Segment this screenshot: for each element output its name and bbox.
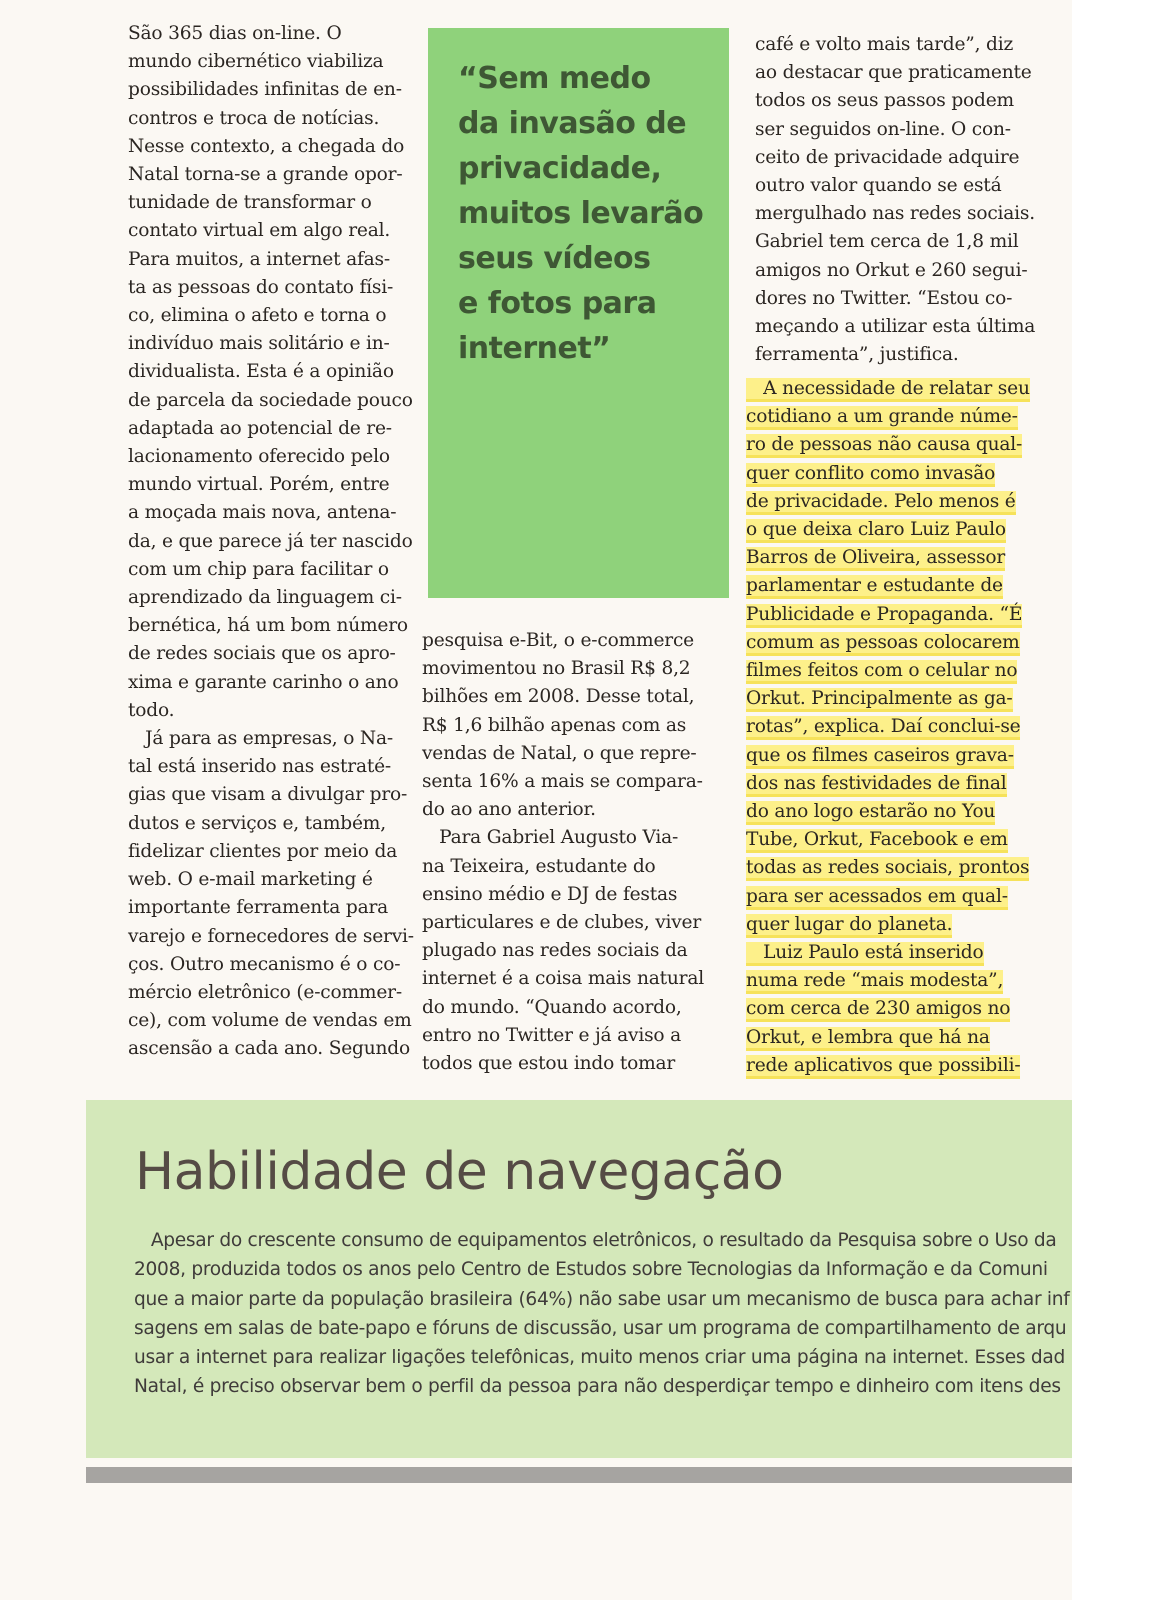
highlighted-text: Tube, Orkut, Facebook e em <box>746 829 1008 851</box>
text-line: ao destacar que praticamente <box>755 62 1032 84</box>
text-line: R$ 1,6 bilhão apenas com as <box>422 714 687 736</box>
text-line: movimentou no Brasil R$ 8,2 <box>422 658 691 680</box>
text-line: tunidade de transformar o <box>128 192 372 214</box>
sidebar-body <box>86 1226 1072 1436</box>
highlighted-text: rede aplicativos que possibili- <box>746 1054 1021 1076</box>
text-line: Natal torna-se a grande opor- <box>128 164 403 186</box>
text-line <box>746 798 1030 826</box>
text-line: Apesar do crescente consumo de equipamentos eletrônicos, o resultado da Pesquisa sobre o Uso da <box>134 1230 1057 1251</box>
text-line: dividualista. Esta é a opinião <box>128 361 394 383</box>
text-line: São 365 dias on-line. O <box>128 23 342 44</box>
text-line: adaptada ao potencial de re- <box>128 417 392 439</box>
text-line: aprendizado da linguagem ci- <box>128 587 402 609</box>
text-line: bilhões em 2008. Desse total, <box>422 686 695 708</box>
text-line: Nesse contexto, a chegada do <box>128 135 405 157</box>
highlighted-text: Orkut. Principalmente as ga- <box>746 688 1013 710</box>
text-line: dutos e serviços e, também, <box>128 812 386 834</box>
text-line: tal está inserido nas estraté- <box>128 756 392 778</box>
text-line: de redes sociais que os apro- <box>128 643 396 665</box>
text-line: “Sem medo <box>458 61 651 96</box>
text-line: privacidade, <box>458 151 662 186</box>
text-line <box>746 770 1030 798</box>
text-line <box>746 1024 1030 1052</box>
article-middle-column <box>422 627 704 1078</box>
text-line: lacionamento oferecido pelo <box>128 446 390 468</box>
text-line: mergulhado nas redes sociais. <box>755 203 1035 225</box>
text-line <box>746 939 1030 967</box>
highlighted-text: numa rede “mais modesta”, <box>746 970 1004 992</box>
highlighted-text: Orkut, e lembra que há na <box>746 1026 990 1048</box>
text-line: ta as pessoas do contato físi- <box>128 276 394 298</box>
text-line: xima e garante carinho o ano <box>128 671 399 693</box>
highlighted-text: rotas”, explica. Daí conclui-se <box>746 716 1021 738</box>
page-edge <box>1072 0 1159 1600</box>
text-line: ascensão a cada ano. Segundo <box>128 1038 410 1060</box>
text-line: seus vídeos <box>458 241 651 276</box>
text-line <box>746 629 1030 657</box>
text-line: importante ferramenta para <box>128 897 389 919</box>
highlighted-text: o que deixa claro Luiz Paulo <box>746 519 1006 541</box>
text-line <box>746 854 1030 882</box>
text-line: ce), com volume de vendas em <box>128 1010 412 1032</box>
highlighted-text: do ano logo estarão no You <box>746 801 996 823</box>
text-line: internet” <box>458 331 611 366</box>
text-line: todos que estou indo tomar <box>422 1053 676 1075</box>
text-line: pesquisa e-Bit, o e-commerce <box>422 630 694 651</box>
article-right-column-highlighted <box>746 375 1030 1080</box>
text-line: usar a internet para realizar ligações telefônicas, muito menos criar uma página na internet. Esses dad <box>134 1347 1065 1369</box>
highlighted-text: comum as pessoas colocarem <box>746 631 1020 653</box>
text-line: do mundo. “Quando acordo, <box>422 996 682 1018</box>
text-line <box>746 572 1030 600</box>
text-line: do ao ano anterior. <box>422 799 596 821</box>
text-line <box>746 742 1030 770</box>
text-line: Para Gabriel Augusto Via- <box>422 827 679 849</box>
text-line <box>746 911 1030 939</box>
text-line: mundo cibernético viabiliza <box>128 51 384 73</box>
text-line <box>746 516 1030 544</box>
text-line: particulares e de clubes, viver <box>422 912 702 934</box>
text-line: indivíduo mais solitário e in- <box>128 333 390 355</box>
text-line: internet é a coisa mais natural <box>422 968 704 990</box>
text-line: outro valor quando se está <box>755 175 1002 197</box>
text-line: Já para as empresas, o Na- <box>128 728 393 750</box>
text-line: da, e que parece já ter nascido <box>128 530 413 552</box>
text-line: dores no Twitter. “Estou co- <box>755 287 1013 309</box>
text-line: possibilidades infinitas de en- <box>128 79 402 101</box>
text-line: co, elimina o afeto e torna o <box>128 305 387 327</box>
bottom-rule <box>86 1467 1072 1483</box>
text-line: senta 16% a mais se compara- <box>422 771 703 793</box>
highlighted-text: filmes feitos com o celular no <box>746 660 1018 682</box>
highlighted-text: com cerca de 230 amigos no <box>746 998 1011 1020</box>
text-line: entro no Twitter e já aviso a <box>422 1024 682 1046</box>
text-line: Para muitos, a internet afas- <box>128 248 390 270</box>
text-line: da invasão de <box>458 106 687 141</box>
text-line: bernética, há um bom número <box>128 615 408 637</box>
text-line: todo. <box>128 699 175 721</box>
text-line <box>746 460 1030 488</box>
text-line: sagens em salas de bate-papo e fóruns de discussão, usar um programa de compartilhamento de arqu <box>134 1317 1067 1339</box>
text-line: na Teixeira, estudante do <box>422 855 656 877</box>
text-line: e fotos para <box>458 286 657 321</box>
highlighted-text: Luiz Paulo está inserido <box>746 942 984 964</box>
text-line: vendas de Natal, o que repre- <box>422 742 697 764</box>
text-line: varejo e fornecedores de servi- <box>128 925 414 947</box>
text-line <box>746 883 1030 911</box>
article-right-column-top <box>755 31 1035 369</box>
text-line <box>746 375 1030 403</box>
text-line <box>746 403 1030 431</box>
highlighted-text: ro de pessoas não causa qual- <box>746 434 1023 456</box>
highlighted-text: que os filmes caseiros grava- <box>746 744 1014 766</box>
text-line <box>746 685 1030 713</box>
text-line <box>746 1052 1030 1080</box>
text-line <box>746 995 1030 1023</box>
text-line: que a maior parte da população brasileira (64%) não sabe usar um mecanismo de busca para achar inf <box>134 1288 1070 1310</box>
text-line: Gabriel tem cerca de 1,8 mil <box>755 231 1019 253</box>
text-line: ceito de privacidade adquire <box>755 146 1020 168</box>
text-line: mércio eletrônico (e-commer- <box>128 981 402 1003</box>
text-line: mundo virtual. Porém, entre <box>128 474 390 496</box>
highlighted-text: quer lugar do planeta. <box>746 913 953 935</box>
highlighted-text: A necessidade de relatar seu <box>746 378 1030 399</box>
highlighted-text: todas as redes sociais, prontos <box>746 857 1030 879</box>
text-line: ços. Outro mecanismo é o co- <box>128 953 401 975</box>
text-line: Natal, é preciso observar bem o perfil da pessoa para não desperdiçar tempo e dinheiro com itens des <box>134 1376 1061 1398</box>
highlighted-text: de privacidade. Pelo menos é <box>746 490 1016 512</box>
text-line: a moçada mais nova, antena- <box>128 502 397 524</box>
text-line <box>746 488 1030 516</box>
text-line: contros e troca de notícias. <box>128 107 380 129</box>
pull-quote <box>458 56 703 371</box>
text-line: com um chip para facilitar o <box>128 558 389 580</box>
highlighted-text: dos nas festividades de final <box>746 772 1007 794</box>
sidebar-title: Habilidade de navegação <box>135 1142 784 1202</box>
text-line <box>746 826 1030 854</box>
text-line: ensino médio e DJ de festas <box>422 883 678 905</box>
highlighted-text: quer conflito como invasão <box>746 462 996 484</box>
text-line: ferramenta”, justifica. <box>755 344 959 366</box>
text-line: gias que visam a divulgar pro- <box>128 784 408 806</box>
text-line: fidelizar clientes por meio da <box>128 840 398 862</box>
text-line: todos os seus passos podem <box>755 90 1014 112</box>
text-line: de parcela da sociedade pouco <box>128 389 413 411</box>
text-line <box>746 544 1030 572</box>
highlighted-text: parlamentar e estudante de <box>746 575 1003 597</box>
highlighted-text: Barros de Oliveira, assessor <box>746 547 1006 569</box>
text-line: 2008, produzida todos os anos pelo Centro de Estudos sobre Tecnologias da Informação e da Comuni <box>134 1259 1048 1281</box>
text-line: amigos no Orkut e 260 segui- <box>755 259 1028 281</box>
highlighted-text: para ser acessados em qual- <box>746 885 1008 907</box>
text-line <box>746 601 1030 629</box>
article-left-column <box>128 20 414 1064</box>
highlighted-text: cotidiano a um grande núme- <box>746 406 1018 428</box>
text-line: café e volto mais tarde”, diz <box>755 34 1014 55</box>
text-line: contato virtual em algo real. <box>128 220 391 242</box>
highlighted-text: Publicidade e Propaganda. “É <box>746 603 1023 625</box>
text-line: ser seguidos on-line. O con- <box>755 118 1011 140</box>
text-line: meçando a utilizar esta última <box>755 316 1036 338</box>
text-line: muitos levarão <box>458 196 704 231</box>
text-line <box>746 431 1030 459</box>
text-line: plugado nas redes sociais da <box>422 940 688 962</box>
text-line <box>746 713 1030 741</box>
text-line <box>746 967 1030 995</box>
text-line: web. O e-mail marketing é <box>128 869 373 891</box>
text-line <box>746 657 1030 685</box>
